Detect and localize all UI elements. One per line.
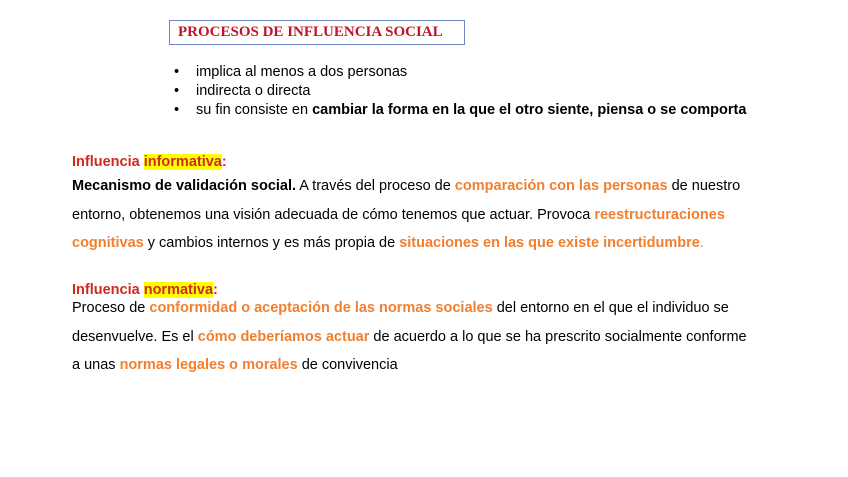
emphasis-text: cómo deberíamos actuar bbox=[197, 328, 370, 345]
bullet-item bbox=[170, 63, 746, 82]
text: Proceso de bbox=[72, 300, 150, 316]
emphasis-text: normas legales o morales bbox=[119, 357, 298, 373]
bullet-text: indirecta o directa bbox=[196, 83, 311, 99]
bullet-list bbox=[170, 63, 746, 120]
bullet-dot-icon: • bbox=[174, 102, 180, 118]
text: y cambios internos y es más propia de bbox=[143, 235, 400, 251]
paragraph-line bbox=[72, 229, 832, 258]
text: de convivencia bbox=[297, 357, 398, 373]
heading-informativa bbox=[72, 152, 832, 172]
emphasis-text: cognitivas bbox=[72, 235, 144, 251]
heading-highlight: informativa bbox=[143, 154, 222, 170]
paragraph-line bbox=[72, 323, 832, 352]
text: a unas bbox=[72, 357, 120, 373]
bullet-dot-icon: • bbox=[174, 83, 180, 99]
text: del entorno en el que el individuo se bbox=[492, 300, 729, 316]
bullet-item bbox=[170, 82, 746, 101]
bullet-text: su fin consiste en bbox=[196, 102, 313, 118]
heading-colon: : bbox=[213, 282, 218, 298]
emphasis-text: conformidad o aceptación de las normas sociales bbox=[149, 300, 493, 316]
bullet-bold-text: cambiar la forma en la que el otro siente, piensa o se comporta bbox=[312, 102, 747, 118]
paragraph-line bbox=[72, 172, 832, 201]
text: entorno, obtenemos una visión adecuada de cómo tenemos que actuar. Provoca bbox=[72, 206, 595, 223]
paragraph-line bbox=[72, 201, 832, 230]
heading-prefix: Influencia bbox=[72, 282, 144, 298]
text: desenvuelve. Es el bbox=[72, 328, 198, 345]
section-informativa bbox=[72, 152, 832, 258]
bullet-text: implica al menos a dos personas bbox=[196, 64, 408, 80]
bullet-item bbox=[170, 101, 746, 120]
text: A través del proceso de bbox=[296, 178, 455, 194]
emphasis-text: comparación con las personas bbox=[454, 178, 668, 194]
paragraph-normativa bbox=[72, 294, 832, 380]
paragraph-line bbox=[72, 294, 832, 323]
emphasis-text: reestructuraciones bbox=[594, 206, 725, 223]
text: de acuerdo a lo que se ha prescrito socialmente conforme bbox=[369, 328, 747, 345]
heading-prefix: Influencia bbox=[72, 154, 144, 170]
emphasis-text: situaciones en las que existe incertidumbre bbox=[399, 235, 700, 251]
heading-colon: : bbox=[221, 154, 227, 170]
heading-highlight: normativa bbox=[143, 282, 214, 298]
paragraph-line bbox=[72, 351, 832, 380]
bold-text: Mecanismo de validación social. bbox=[72, 178, 297, 194]
text: de nuestro bbox=[667, 178, 741, 194]
section-normativa bbox=[72, 280, 832, 380]
slide-title: PROCESOS DE INFLUENCIA SOCIAL bbox=[169, 20, 465, 45]
period: . bbox=[699, 235, 704, 251]
bullet-dot-icon: • bbox=[174, 64, 180, 80]
paragraph-informativa bbox=[72, 172, 832, 258]
